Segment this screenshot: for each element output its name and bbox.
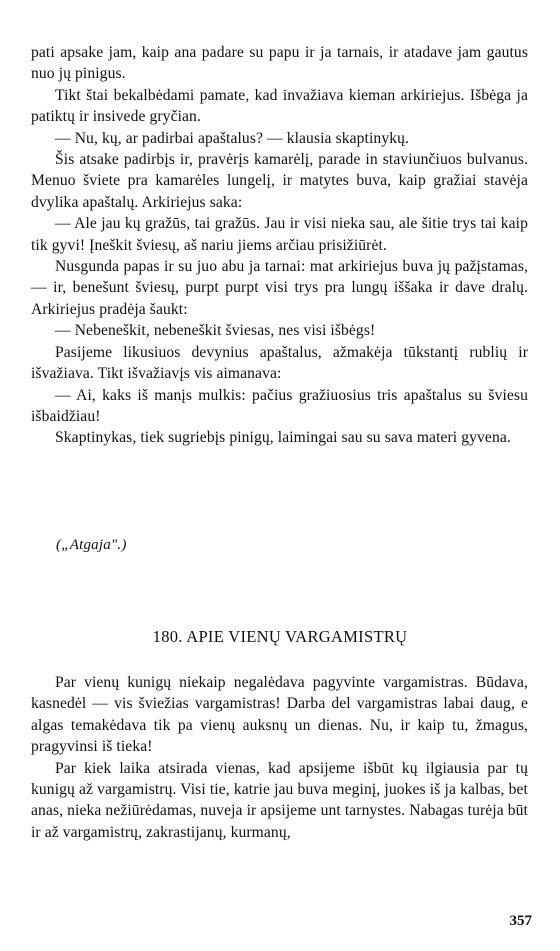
dialogue-line: — Nu, kų, ar padirbai apaštalus? — klausia skaptinykų. xyxy=(55,129,410,147)
dialogue-line: — Nebeneškit, nebeneškit šviesas, nes visi išbėgs! xyxy=(55,322,376,340)
paragraph: Skaptinykas, tiek sugriebįs pinigų, laimingai sau su sava materi gyvena. xyxy=(55,429,511,447)
story-text xyxy=(31,672,528,843)
story-heading: 180. APIE VIENŲ VARGAMISTRŲ xyxy=(152,627,408,646)
source-citation: („Atgaja".) xyxy=(56,537,127,553)
paragraph: Tikt štai bekalbėdami pamate, kad invažiava kieman arkiriejus. Išbėga ja patiktų ir insivede gryčian. xyxy=(31,86,528,126)
paragraph: pati apsake jam, kaip ana padare su papu ir ja tarnais, ir atadave jam gautus nuo jų pinigus. xyxy=(31,44,528,83)
paragraph: Šis atsake padirbįs ir, pravėrįs kamarėlį, parade in staviunčiuos bulvanus. Menuo šviete pra kamarėles lungelį, ir matytes buva, kaip gražiai stavėja dvylika apaštalų. Arkiriejus saka: xyxy=(31,151,528,211)
page-number: 357 xyxy=(509,913,532,929)
paragraph: Par kiek laika atsirada vienas, kad apsijeme išbūt kų ilgiausia par tų kunigų až vargamistrų. Visi tie, katrie jau buva meginį, juokes iš ja kalbas, bet anas, nieka nežiūrėdamas, nuveja ir apsijeme unt tarnystes. Nabagas turėja būt ir až vargamistrų, zakrastijanų, kurmanų, xyxy=(31,759,528,841)
paragraph: Nusgunda papas ir su juo abu ja tarnai: mat arkiriejus buva jų pažįstamas,— ir, benešunt šviesų, purpt purpt visi trys pra lungų iššaka ir dave dralų. Arkiriejus pradėja šaukt: xyxy=(31,258,528,318)
dialogue-line: — Ale jau kų gražūs, tai gražūs. Jau ir visi nieka sau, ale šitie trys tai kaip tik gyvi! Įneškit šviesų, aš nariu jiems arčiau prisižiūrėt. xyxy=(31,215,528,254)
story-ending-text xyxy=(31,42,528,449)
paragraph: Par vienų kunigų niekaip negalėdava pagyvinte vargamistras. Būdava, kasnedėl — vis šviežias vargamistras! Darba del vargamistras labai daug, e algas temakėdava tik pa vienų auksnų un dienas. Nu, ir kaip tu, žmagus, pragyvinsi iš tieka! xyxy=(31,674,528,756)
dialogue-line: — Ai, kaks iš manįs mulkis: pačius gražiuosius tris apaštalus su šviesu išbaidžiau! xyxy=(31,386,528,425)
paragraph: Pasijeme likusiuos devynius apaštalus, ažmakėja tūkstantį rublių ir išvažiava. Tikt išvažiavįs vis aimanava: xyxy=(31,343,528,383)
